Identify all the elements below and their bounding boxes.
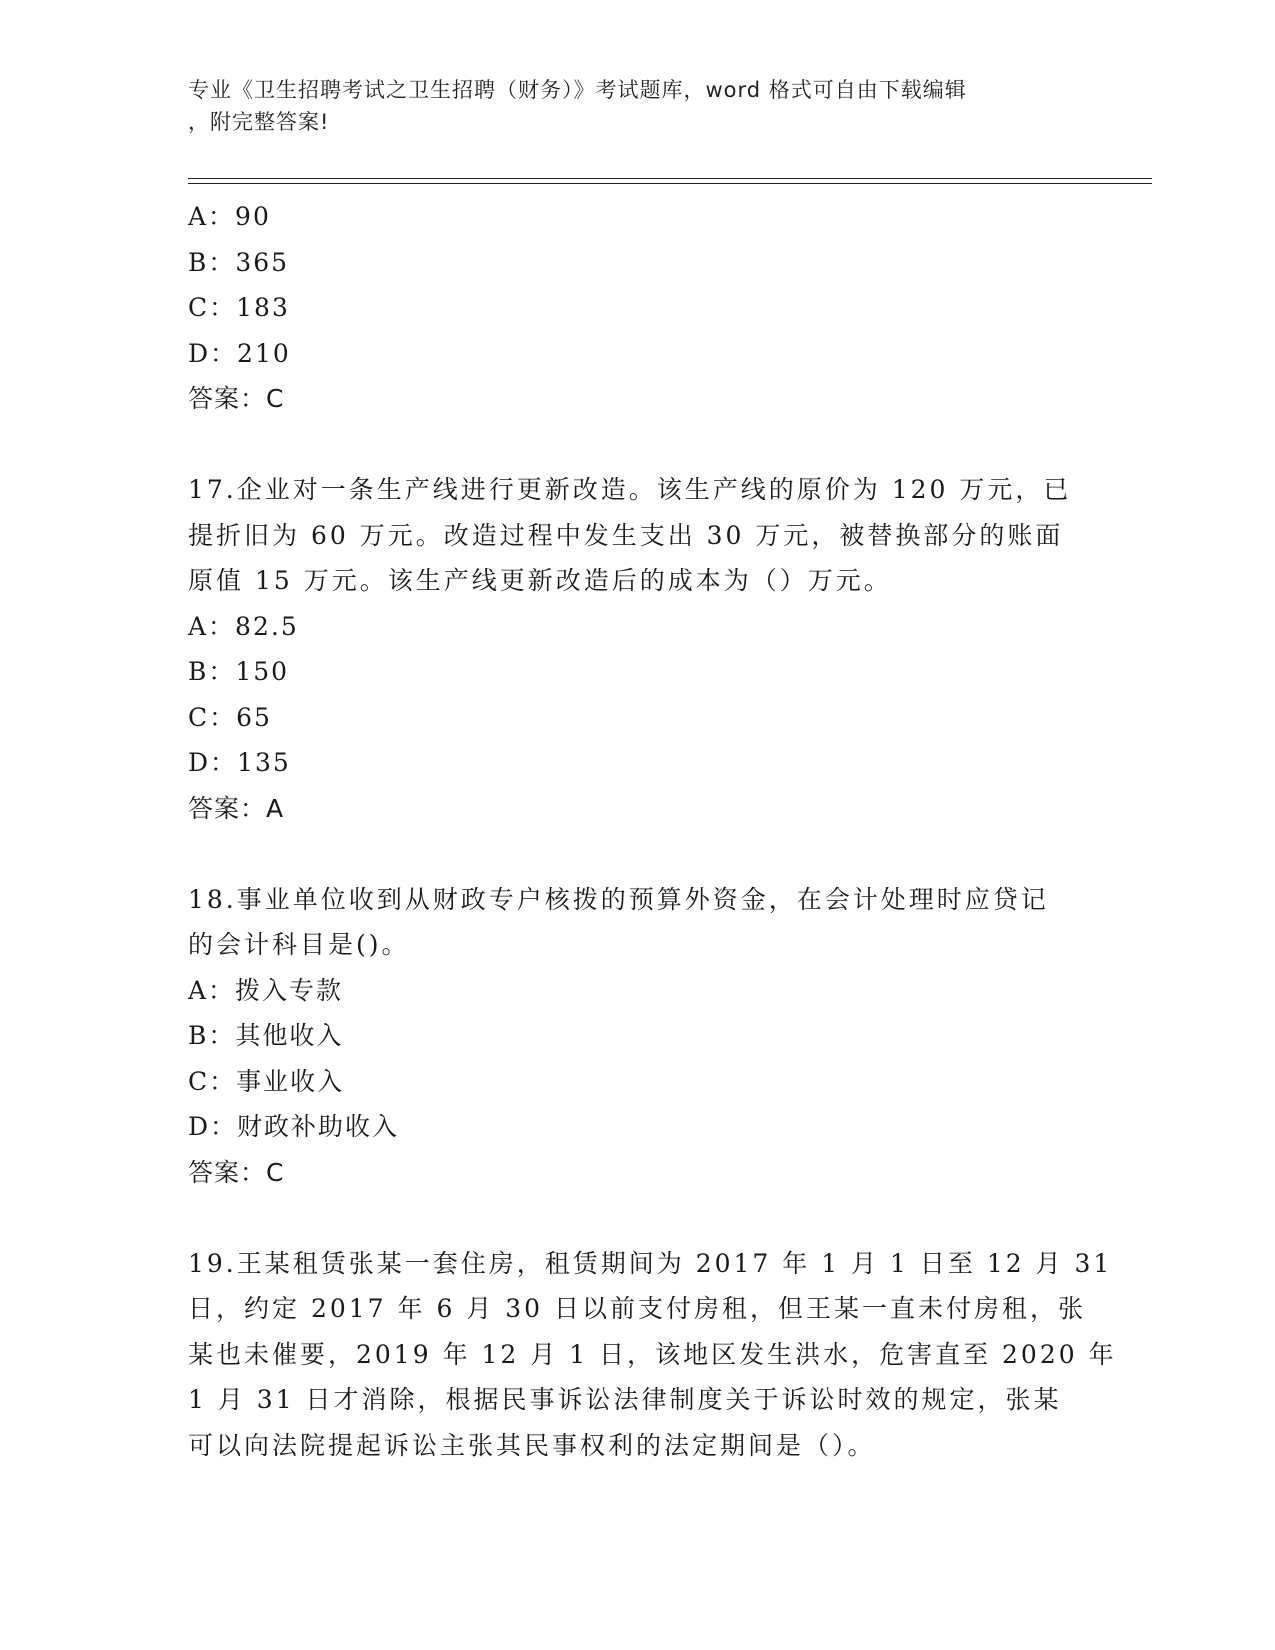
spacer (188, 831, 1088, 877)
option-c: C：65 (188, 702, 272, 732)
option-a: A：拨入专款 (188, 975, 344, 1005)
spacer (188, 1195, 1088, 1241)
question-text-line: 某也未催要，2019 年 12 月 1 日，该地区发生洪水，危害直至 2020 年 (188, 1339, 1117, 1369)
option-b: B：365 (188, 247, 290, 277)
document-header (188, 74, 1068, 138)
question-text-line: 1 月 31 日才消除，根据民事诉讼法律制度关于诉讼时效的规定，张某 (188, 1385, 1062, 1414)
question-text-line: 日，约定 2017 年 6 月 30 日以前支付房租，但王某一直未付房租，张 (188, 1294, 1087, 1323)
question-text-line: 可以向法院提起诉讼主张其民事权利的法定期间是（）。 (188, 1430, 876, 1460)
question-text-line: 18.事业单位收到从财政专户核拨的预算外资金，在会计处理时应贷记 (188, 884, 1049, 914)
question-text-line: 19.王某租赁张某一套住房，租赁期间为 2017 年 1 月 1 日至 12 月 31 (188, 1248, 1113, 1278)
option-c: C：183 (188, 293, 290, 322)
option-a: A：82.5 (188, 611, 299, 641)
header-line-2: ，附完整答案! (188, 110, 330, 134)
header-rule-bottom (188, 183, 1152, 184)
question-19 (188, 1241, 1117, 1469)
option-d: D：135 (188, 748, 291, 777)
question-16 (188, 194, 1088, 422)
question-text-line: 提折旧为 60 万元。改造过程中发生支出 30 万元，被替换部分的账面 (188, 520, 1064, 550)
question-17 (188, 467, 1088, 831)
question-list (188, 194, 1117, 1468)
spacer (188, 422, 1088, 468)
option-a: A：90 (188, 202, 271, 231)
option-d: D：210 (188, 338, 291, 368)
question-text-line: 原值 15 万元。该生产线更新改造后的成本为（）万元。 (188, 566, 892, 595)
question-18 (188, 877, 1088, 1196)
question-text-line: 17.企业对一条生产线进行更新改造。该生产线的原价为 120 万元，已 (188, 475, 1072, 504)
answer-line: 答案：C (188, 1157, 285, 1187)
question-text-line: 的会计科目是()。 (188, 930, 410, 959)
option-d: D：财政补助收入 (188, 1112, 400, 1141)
answer-line: 答案：A (188, 793, 285, 823)
option-b: B：150 (188, 657, 290, 686)
header-rule-top (188, 178, 1152, 179)
option-c: C：事业收入 (188, 1066, 345, 1096)
option-b: B：其他收入 (188, 1021, 344, 1050)
header-line-1: 专业《卫生招聘考试之卫生招聘（财务）》考试题库，word 格式可自由下载编辑 (188, 78, 967, 102)
answer-line: 答案：C (188, 384, 285, 413)
